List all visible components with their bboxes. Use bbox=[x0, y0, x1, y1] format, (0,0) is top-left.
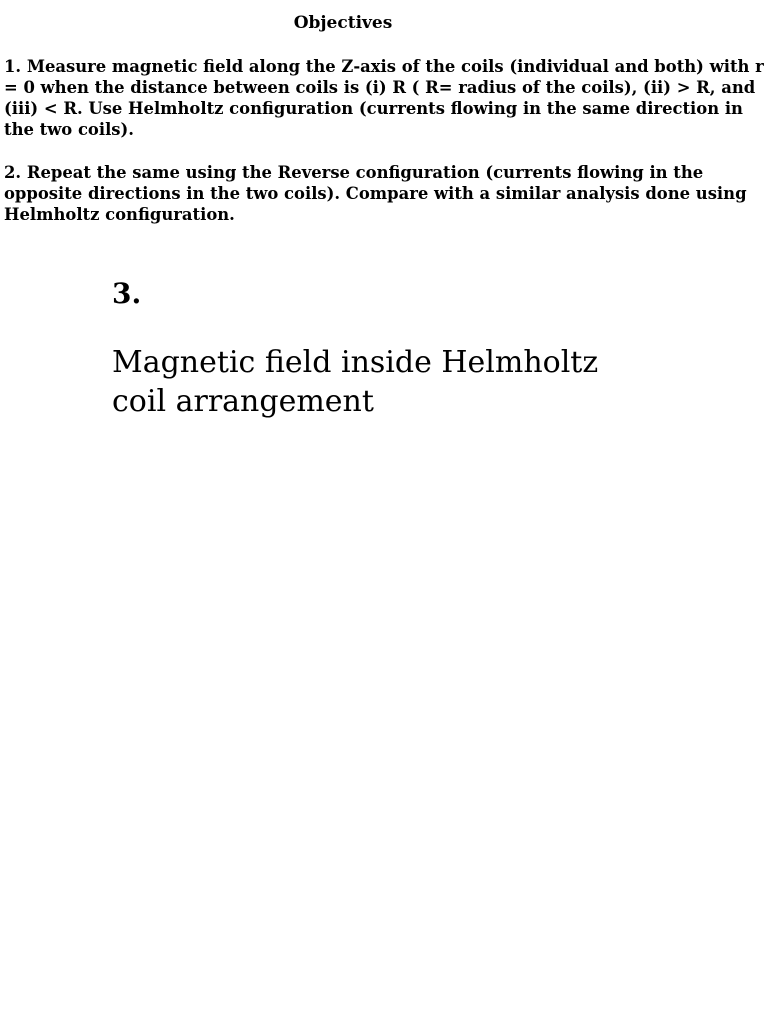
objective-1-text: 1. Measure magnetic field along the Z-axis of the coils (individual and both) with r = 0 when the distance between coils is (i) R ( R= radius of the coils), (ii) > R, and (iii) < R. Use Helmholtz configuration (currents flowing in the same direction in the two coils). bbox=[4, 57, 764, 139]
section-number: 3. bbox=[112, 277, 142, 310]
objective-2-text: 2. Repeat the same using the Reverse configuration (currents flowing in the opposite directions in the two coils). Compare with a similar analysis done using Helmholtz configuration. bbox=[4, 163, 747, 224]
objectives-title: Objectives bbox=[293, 13, 393, 33]
section-heading: Magnetic field inside Helmholtz coil arrangement bbox=[112, 345, 599, 419]
